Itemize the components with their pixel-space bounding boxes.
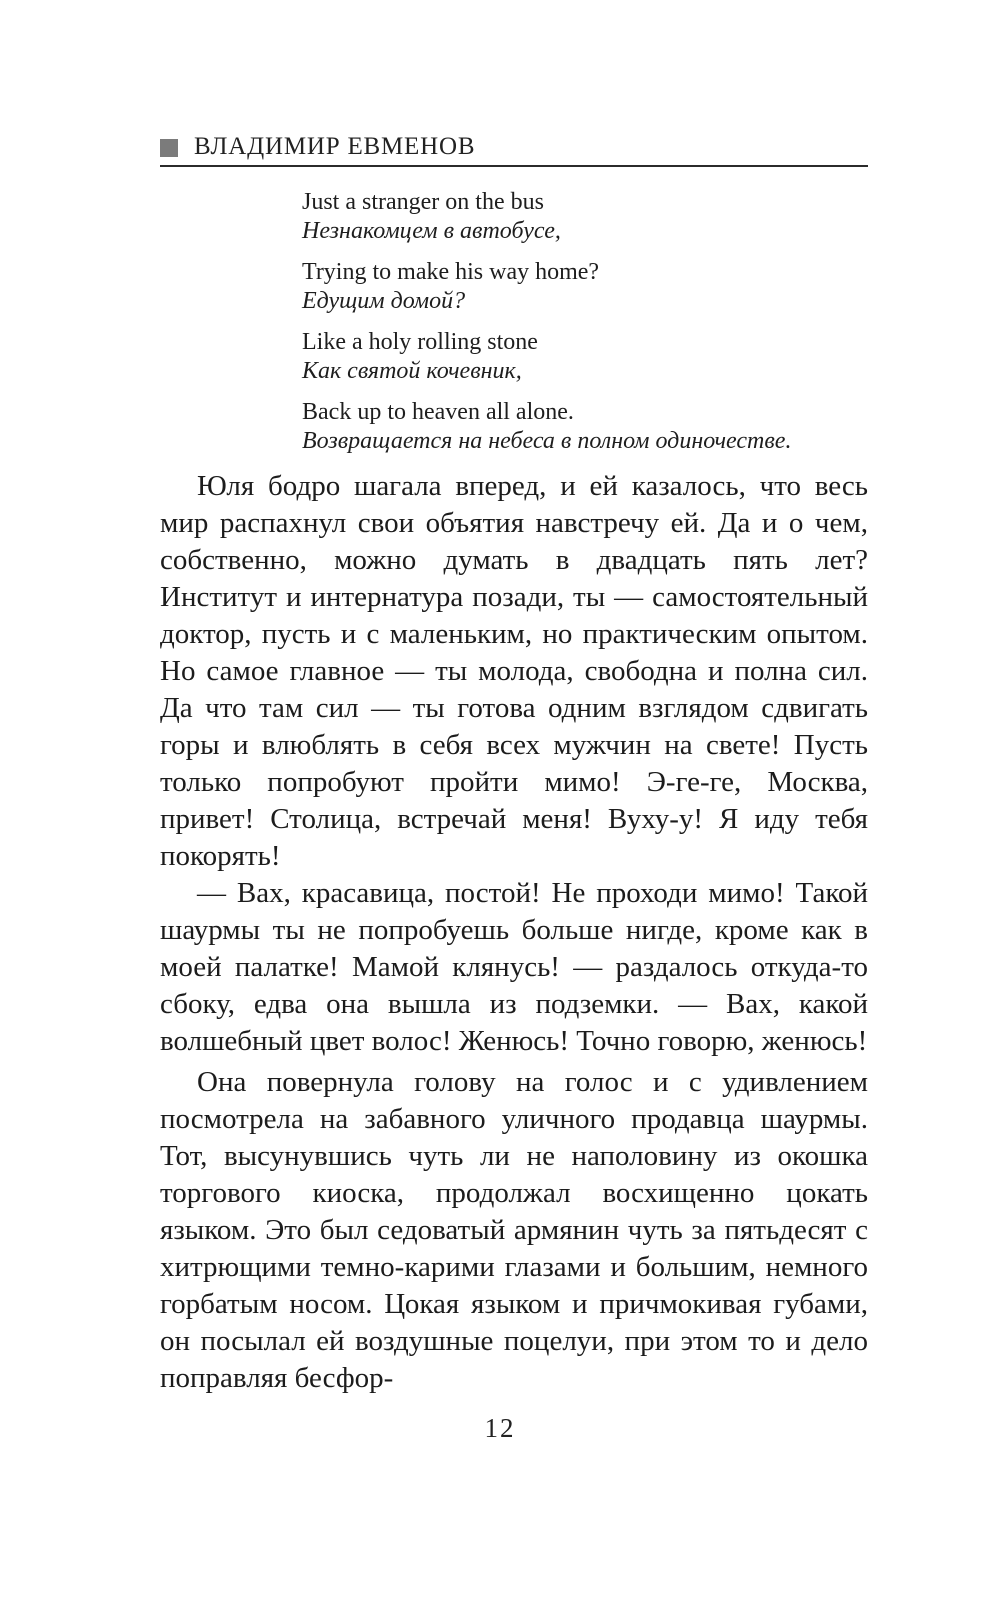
epigraph-stanza — [302, 398, 882, 456]
epigraph-line-russian: Едущим домой? — [302, 288, 466, 314]
epigraph-line-russian: Как святой кочевник, — [302, 358, 522, 384]
body-paragraph: Юля бодро шагала вперед, и ей казалось, что весь мир распахнул свои объятия навстречу ей. Да и о чем, собственно, можно думать в двадцать пять лет? Институт и интернатура позади, ты — самостоятельный доктор, пусть и с маленьким, но практическим опытом. Но самое главное — ты молода, свободна и полна сил. Да что там сил — ты готова одним взглядом сдвигать горы и влюблять в себя всех мужчин на свете! Пусть только попробуют пройти мимо! Э-ге-ге, Москва, привет! Столица, встречай меня! Вуху-у! Я иду тебя покорять! — [160, 470, 868, 872]
header-author: ВЛАДИМИР ЕВМЕНОВ — [194, 133, 476, 160]
epigraph-stanza — [302, 188, 882, 246]
epigraph-line-russian: Незнакомцем в автобусе, — [302, 218, 561, 244]
running-header — [160, 131, 868, 167]
song-epigraph — [302, 188, 882, 468]
epigraph-line-russian: Возвращается на небеса в полном одиночестве. — [302, 428, 792, 454]
body-paragraph: — Вах, красавица, постой! Не проходи мимо! Такой шаурмы ты не попробуешь больше нигде, кроме как в моей палатке! Мамой клянусь! — раздалось откуда-то сбоку, едва она вышла из подземки. — Вах, какой волшебный цвет волос! Женюсь! Точно говорю, женюсь! — [160, 877, 868, 1057]
epigraph-line-english: Trying to make his way home? — [302, 259, 600, 285]
epigraph-line-english: Just a stranger on the bus — [302, 189, 544, 215]
page-number: 12 — [484, 1413, 516, 1443]
body-paragraph: Она повернула голову на голос и с удивлением посмотрела на забавного уличного продавца шаурмы. Тот, высунувшись чуть ли не наполовину из окошка торгового киоска, продолжал восхищенно цокать языком. Это был седоватый армянин чуть за пятьдесят с хитрющими темно-карими глазами и большим, немного горбатым носом. Цокая языком и причмокивая губами, он посылал ей воздушные поцелуи, при этом то и дело поправляя бесфор- — [160, 1066, 868, 1394]
epigraph-stanza — [302, 258, 882, 316]
body-text — [160, 468, 868, 1397]
header-square-icon — [160, 139, 178, 157]
epigraph-stanza — [302, 328, 882, 386]
epigraph-line-english: Back up to heaven all alone. — [302, 399, 574, 425]
epigraph-line-english: Like a holy rolling stone — [302, 329, 538, 355]
